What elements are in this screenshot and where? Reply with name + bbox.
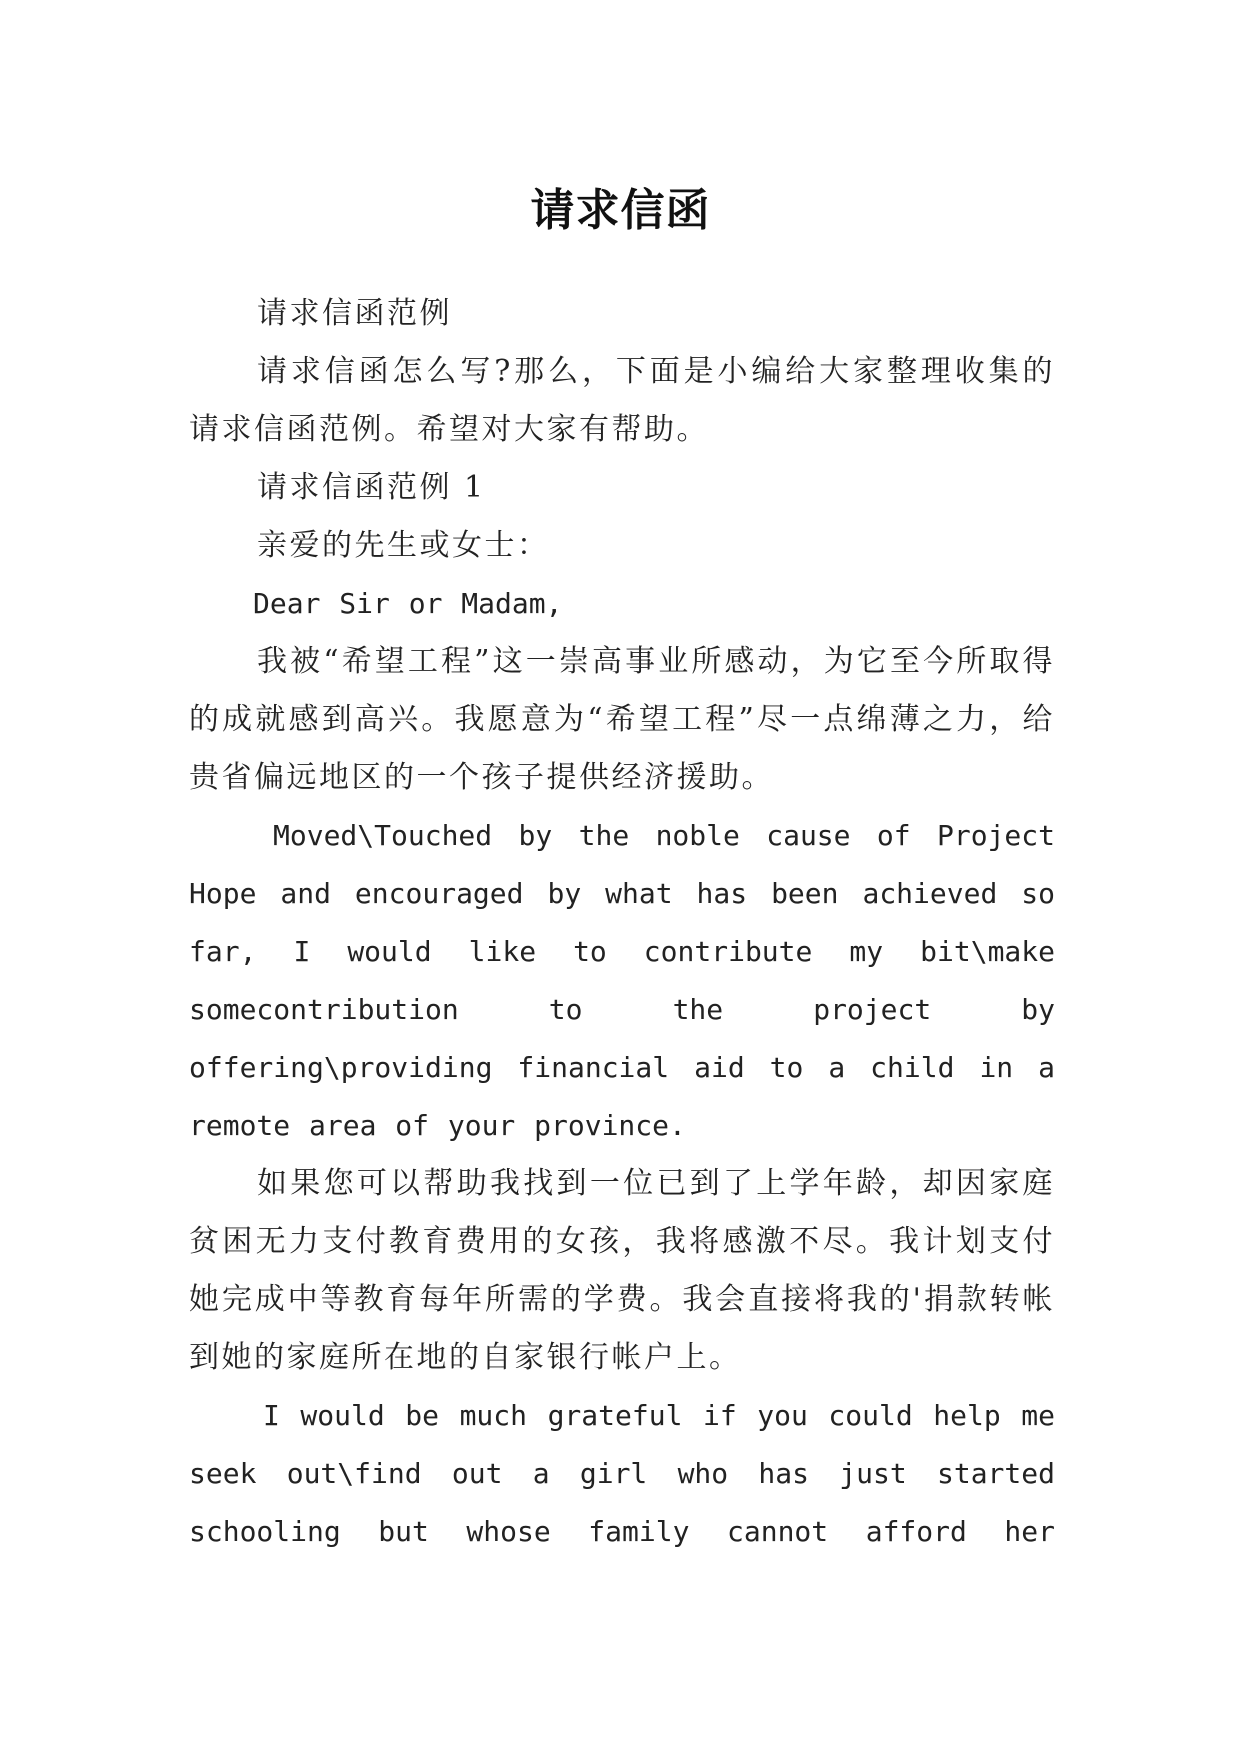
example-heading: 请求信函范例 1: [257, 470, 486, 505]
document-title: 请求信函: [530, 185, 711, 237]
salutation-zh: 亲爱的先生或女士：: [257, 528, 550, 563]
section-heading: 请求信函范例: [257, 296, 452, 331]
paragraph-zh-2: 如果您可以帮助我找到一位已到了上学年龄，却因家庭贫困无力支付教育费用的女孩，我将感激不尽。我计划支付她完成中等教育每年所需的学费。我会直接将我的'捐款转帐到她的家庭所在地的自家银行帐户上。: [189, 1166, 1055, 1375]
intro-paragraph: 请求信函怎么写?那么，下面是小编给大家整理收集的请求信函范例。希望对大家有帮助。: [189, 354, 1055, 447]
salutation-en: Dear Sir or Madam,: [253, 587, 563, 620]
paragraph-en-1: Moved\Touched by the noble cause of Project Hope and encouraged by what has been achieved so far, I would like to contribute my bit\make somecontribution to the project by offering\providing financial aid to a child in a remote area of your province.: [189, 819, 1055, 1142]
document-body: [189, 285, 1055, 1561]
paragraph-zh-1: 我被“希望工程”这一崇高事业所感动，为它至今所取得的成就感到高兴。我愿意为“希望工程”尽一点绵薄之力，给贵省偏远地区的一个孩子提供经济援助。: [189, 644, 1055, 795]
paragraph-en-2: I would be much grateful if you could help me seek out\find out a girl who has just started schooling but whose family cannot afford her: [189, 1399, 1055, 1548]
